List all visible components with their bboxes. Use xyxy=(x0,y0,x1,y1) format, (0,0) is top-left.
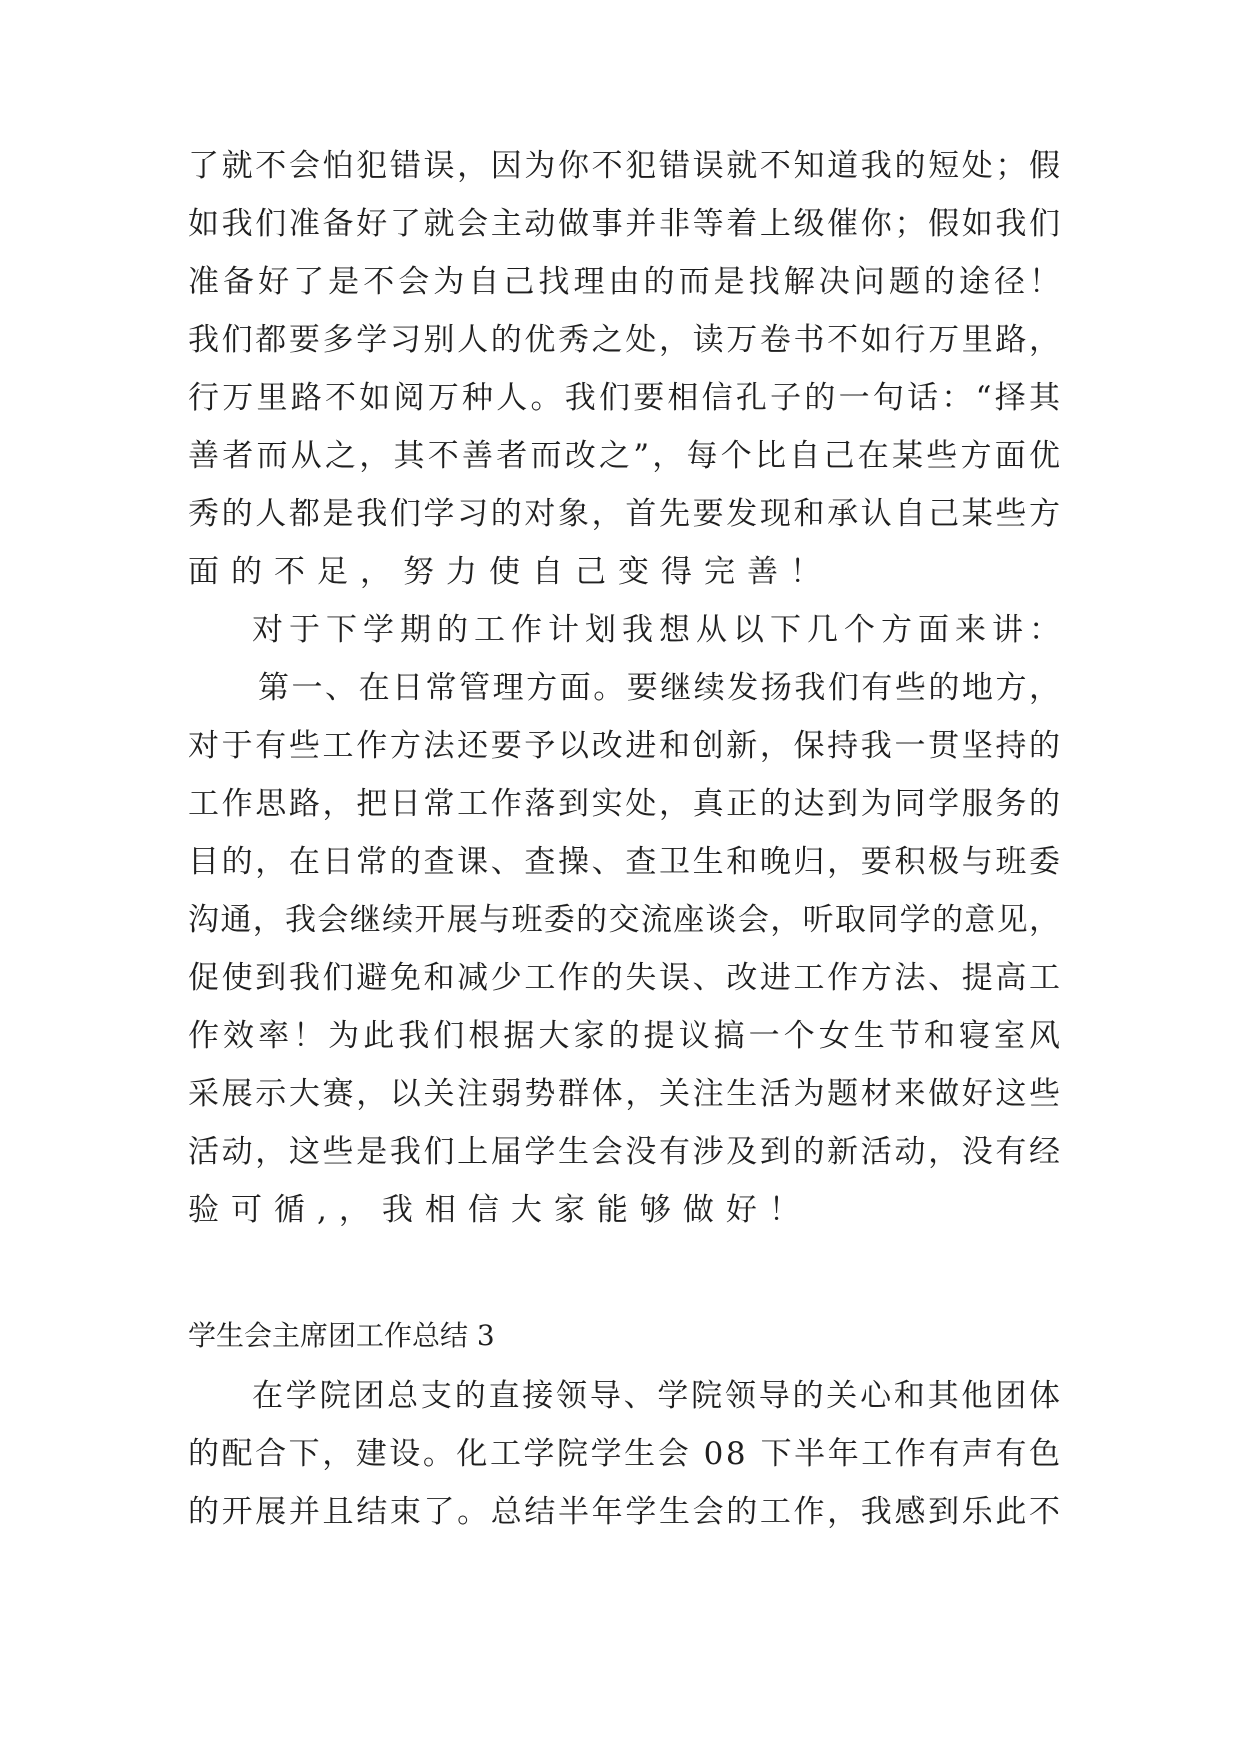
text-line: 第一、在日常管理方面。要继续发扬我们有些的地方， xyxy=(258,670,1063,706)
text-line: 活动，这些是我们上届学生会没有涉及到的新活动，没有经 xyxy=(188,1134,1063,1170)
text-line: 的开展并且结束了。总结半年学生会的工作，我感到乐此不 xyxy=(188,1494,1063,1530)
text-line: 面的不足，努力使自己变得完善！ xyxy=(188,554,833,590)
text-line: 如我们准备好了就会主动做事并非等着上级催你；假如我们 xyxy=(188,206,1063,242)
text-line: 对于有些工作方法还要予以改进和创新，保持我一贯坚持的 xyxy=(188,728,1063,764)
text-line: 准备好了是不会为自己找理由的而是找解决问题的途径！ xyxy=(188,264,1065,300)
text-line: 秀的人都是我们学习的对象，首先要发现和承认自己某些方 xyxy=(188,496,1063,532)
text-line: 的配合下，建设。化工学院学生会 08 下半年工作有声有色 xyxy=(188,1436,1063,1472)
text-line: 验可循,，我相信大家能够做好！ xyxy=(188,1192,812,1228)
section-heading: 学生会主席团工作总结 3 xyxy=(188,1319,495,1352)
text-line: 工作思路，把日常工作落到实处，真正的达到为同学服务的 xyxy=(188,786,1063,822)
text-line: 善者而从之，其不善者而改之”，每个比自己在某些方面优 xyxy=(188,438,1064,474)
text-line: 我们都要多学习别人的优秀之处，读万卷书不如行万里路， xyxy=(188,322,1063,358)
text-line: 采展示大赛，以关注弱势群体，关注生活为题材来做好这些 xyxy=(188,1076,1063,1112)
text-line: 作效率！为此我们根据大家的提议搞一个女生节和寝室风 xyxy=(188,1018,1065,1054)
text-line: 促使到我们避免和减少工作的失误、改进工作方法、提高工 xyxy=(188,960,1063,996)
text-line: 在学院团总支的直接领导、学院领导的关心和其他团体 xyxy=(252,1378,1063,1414)
text-line: 了就不会怕犯错误，因为你不犯错误就不知道我的短处；假 xyxy=(188,148,1063,184)
text-line: 目的，在日常的查课、查操、查卫生和晚归，要积极与班委 xyxy=(188,844,1063,880)
text-line: 沟通，我会继续开展与班委的交流座谈会，听取同学的意见， xyxy=(188,902,1062,938)
text-line: 行万里路不如阅万种人。我们要相信孔子的一句话：“择其 xyxy=(188,380,1064,416)
text-line: 对于下学期的工作计划我想从以下几个方面来讲： xyxy=(252,612,1066,648)
